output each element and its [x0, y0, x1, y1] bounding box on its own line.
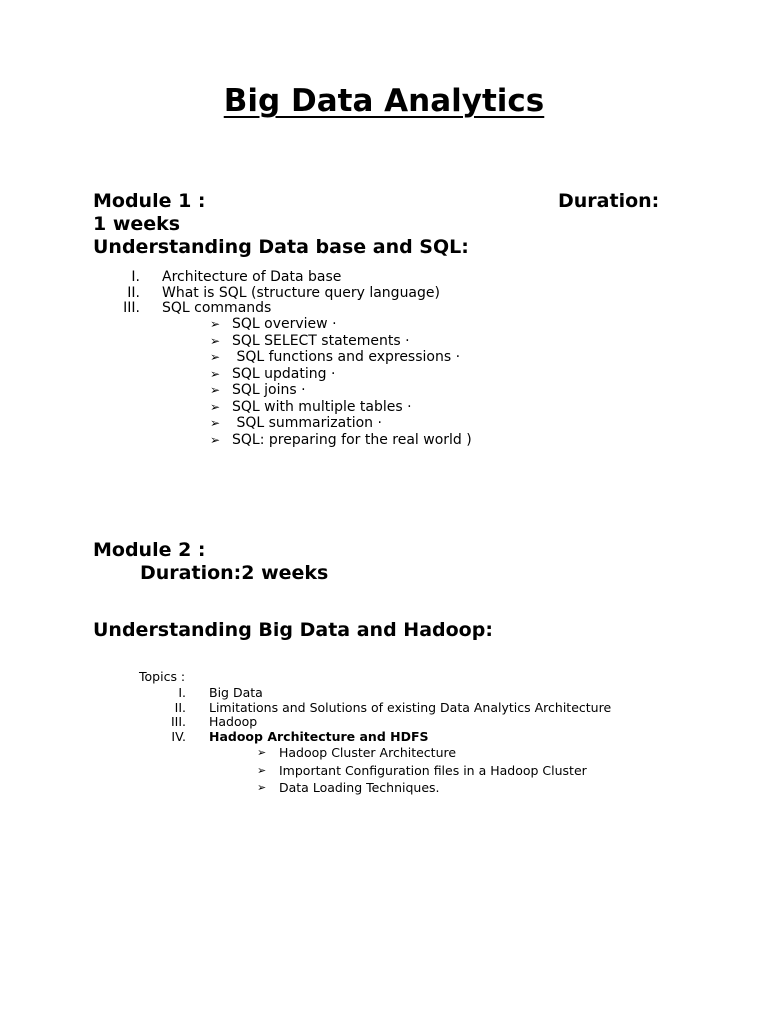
sql-command-item: SQL with multiple tables · [232, 399, 412, 415]
sql-command-item: SQL SELECT statements · [232, 333, 410, 349]
arrow-bullet-icon: ➢ [257, 781, 267, 794]
module-2-item-numeral: I. [178, 685, 186, 700]
module-1-item-text: Architecture of Data base [162, 269, 342, 285]
module-1-heading: Understanding Data base and SQL: [93, 236, 469, 258]
arrow-bullet-icon: ➢ [210, 367, 221, 381]
arrow-bullet-icon: ➢ [210, 334, 221, 348]
module-1-item-numeral: I. [131, 269, 140, 285]
module-2-label: Module 2 : [93, 539, 206, 561]
module-1-item-text: SQL commands [162, 300, 272, 316]
arrow-bullet-icon: ➢ [257, 764, 267, 777]
arrow-bullet-icon: ➢ [210, 383, 221, 397]
topics-label: Topics : [139, 669, 186, 684]
hadoop-topic-item: Data Loading Techniques. [279, 780, 440, 795]
module-2-item-text: Hadoop [209, 714, 258, 729]
arrow-bullet-icon: ➢ [210, 317, 221, 331]
hadoop-topic-item: Hadoop Cluster Architecture [279, 745, 457, 760]
module-1-item-numeral: III. [123, 300, 140, 316]
sql-command-item: SQL functions and expressions · [232, 349, 461, 365]
document-title: Big Data Analytics [223, 83, 545, 119]
module-2-heading: Understanding Big Data and Hadoop: [93, 619, 493, 641]
module-1-item-text: What is SQL (structure query language) [162, 285, 440, 301]
hadoop-topic-item: Important Configuration files in a Hadoop Cluster [279, 763, 587, 778]
module-1-item-numeral: II. [127, 285, 140, 301]
module-2-item-numeral: IV. [171, 729, 186, 744]
module-2-item-numeral: II. [174, 700, 186, 715]
sql-command-item: SQL joins · [232, 382, 306, 398]
arrow-bullet-icon: ➢ [210, 350, 221, 364]
module-1-label: Module 1 : [93, 190, 206, 212]
sql-command-item: SQL summarization · [232, 415, 382, 431]
sql-command-item: SQL: preparing for the real world ) [232, 432, 472, 448]
module-2-item-text: Hadoop Architecture and HDFS [209, 729, 429, 744]
sql-command-item: SQL overview · [232, 316, 337, 332]
module-1-duration-value: 1 weeks [93, 213, 181, 235]
arrow-bullet-icon: ➢ [210, 433, 221, 447]
arrow-bullet-icon: ➢ [210, 416, 221, 430]
module-1-duration-label: Duration: [558, 190, 660, 212]
arrow-bullet-icon: ➢ [210, 400, 221, 414]
module-2-item-numeral: III. [170, 714, 186, 729]
module-2-duration: Duration:2 weeks [140, 562, 329, 584]
sql-command-item: SQL updating · [232, 366, 336, 382]
module-2-item-text: Limitations and Solutions of existing Data Analytics Architecture [209, 700, 612, 715]
module-2-item-text: Big Data [209, 685, 263, 700]
arrow-bullet-icon: ➢ [257, 746, 267, 759]
